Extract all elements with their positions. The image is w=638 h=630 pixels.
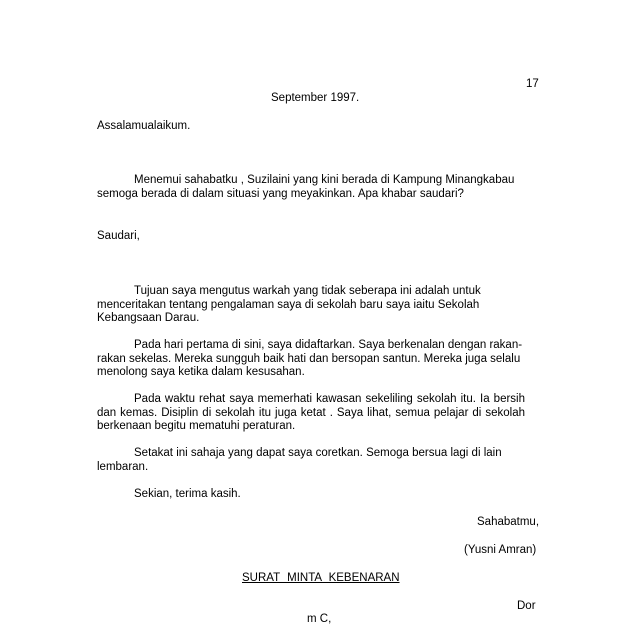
- body-paragraph-closing: Setakat ini sahaja yang dapat saya coretkan. Semoga bersua lagi di lain lembaran.: [97, 447, 502, 473]
- signoff: Sahabatmu,: [477, 516, 540, 528]
- salutation: Saudari,: [97, 230, 140, 242]
- closing-line: Sekian, terima kasih.: [134, 488, 241, 500]
- body-paragraph-first-day: Pada hari pertama di sini, saya didaftarkan. Saya berkenalan dengan rakan-rakan sekelas. Mereka sungguh baik hati dan bersopan santun. Mereka juga selalu menolong saya ketika dalam kesusahan.: [97, 339, 523, 378]
- address-fragment-bottom: m C,: [307, 613, 332, 625]
- body-paragraph-purpose: Tujuan saya mengutus warkah yang tidak seberapa ini adalah untuk menceritakan tentang pengalaman saya di sekolah baru saya iaitu Sekolah Kebangsaan Darau.: [97, 285, 481, 324]
- address-fragment-top: Dor: [517, 600, 536, 612]
- body-paragraph-recess: Pada waktu rehat saya memerhati kawasan sekeliling sekolah itu. Ia bersih dan kemas. Disiplin di sekolah itu juga ketat . Saya lihat, semua pelajar di sekolah berkenaan begitu mematuhi peraturan.: [97, 393, 525, 432]
- letter-date: September 1997.: [271, 92, 360, 104]
- greeting: Assalamualaikum.: [97, 120, 191, 132]
- section-title: SURAT MINTA KEBENARAN: [242, 572, 400, 584]
- opening-paragraph: Menemui sahabatku , Suzilaini yang kini berada di Kampung Minangkabau semoga berada di dalam situasi yang meyakinkan. Apa khabar saudari?: [97, 174, 515, 200]
- signature-name: (Yusni Amran): [464, 544, 537, 556]
- page-number: 17: [526, 78, 539, 90]
